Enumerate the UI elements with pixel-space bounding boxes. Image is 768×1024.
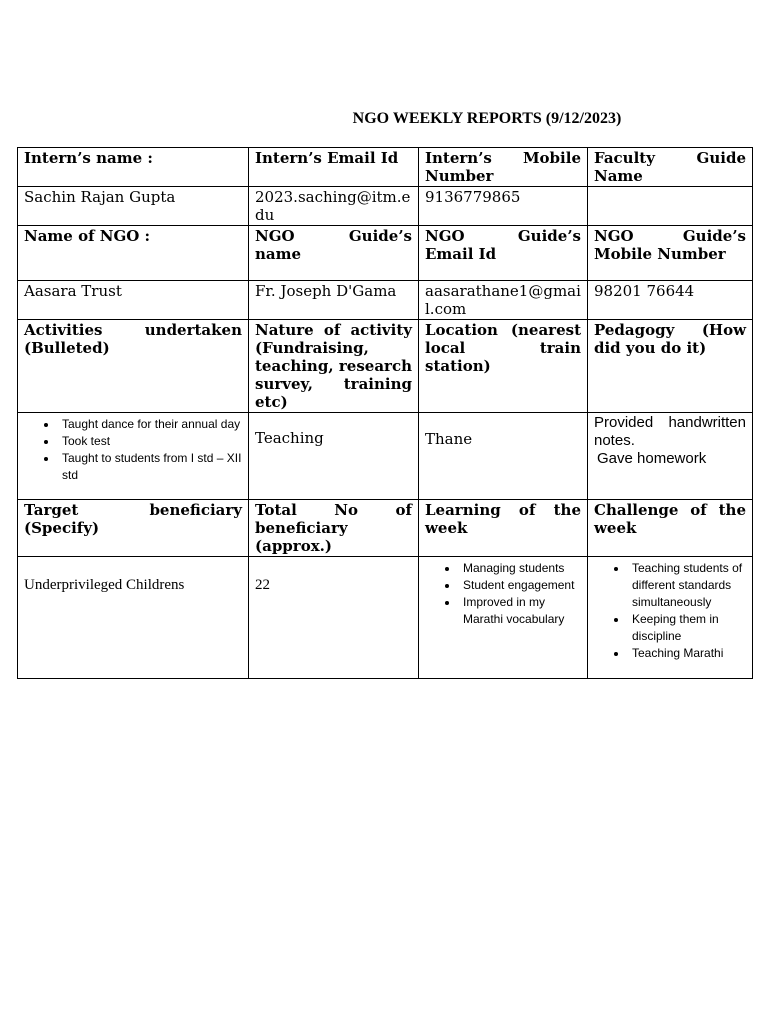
header-ngo-guide-name: NGO Guide’s name (249, 226, 419, 281)
learning-list (419, 560, 581, 628)
intern-email-value: 2023.saching@itm.edu (249, 187, 419, 226)
list-item: • Managing students (459, 560, 581, 577)
table-row (18, 500, 753, 557)
header-learning: Learning of the week (419, 500, 588, 557)
faculty-guide-value (588, 187, 753, 226)
header-intern-name: Intern’s name : (18, 148, 249, 187)
pedagogy-line: Provided handwritten notes. (594, 414, 746, 449)
list-item: • Keeping them in discipline (628, 611, 746, 645)
activities-cell (18, 413, 249, 500)
table-row (18, 226, 753, 281)
ngo-guide-mobile-value: 98201 76644 (588, 281, 753, 320)
list-item: • Taught to students from I std – XII std (58, 450, 242, 484)
table-row (18, 413, 753, 500)
header-total-beneficiary: Total No of beneficiary (approx.) (249, 500, 419, 557)
header-faculty-guide: Faculty Guide Name (588, 148, 753, 187)
header-pedagogy: Pedagogy (How did you do it) (588, 320, 753, 413)
table-row (18, 281, 753, 320)
ngo-name-value: Aasara Trust (18, 281, 249, 320)
intern-name-value: Sachin Rajan Gupta (18, 187, 249, 226)
nature-value: Teaching (249, 413, 419, 500)
pedagogy-cell (588, 413, 753, 500)
pedagogy-line: Gave homework (597, 450, 707, 467)
list-item: • Improved in my Marathi vocabulary (459, 594, 581, 628)
ngo-guide-name-value: Fr. Joseph D'Gama (249, 281, 419, 320)
intern-mobile-value: 9136779865 (419, 187, 588, 226)
header-intern-email: Intern’s Email Id (249, 148, 419, 187)
header-ngo-guide-mobile: NGO Guide’s Mobile Number (588, 226, 753, 281)
header-target-beneficiary: Target beneficiary (Specify) (18, 500, 249, 557)
table-row (18, 557, 753, 679)
header-nature-of-activity: Nature of activity (Fundraising, teaching, research survey, training etc) (249, 320, 419, 413)
list-item: • Teaching Marathi (628, 645, 746, 662)
table-row (18, 148, 753, 187)
target-value: Underprivileged Childrens (18, 557, 249, 679)
header-location: Location (nearest local train station) (419, 320, 588, 413)
location-value: Thane (419, 413, 588, 500)
challenge-cell (588, 557, 753, 679)
header-ngo-guide-email: NGO Guide’s Email Id (419, 226, 588, 281)
report-table (17, 147, 753, 679)
header-ngo-name: Name of NGO : (18, 226, 249, 281)
ngo-guide-email-value: aasarathane1@gmail.com (419, 281, 588, 320)
header-activities: Activities undertaken (Bulleted) (18, 320, 249, 413)
list-item: • Student engagement (459, 577, 581, 594)
learning-cell (419, 557, 588, 679)
header-intern-mobile: Intern’s Mobile Number (419, 148, 588, 187)
report-title: NGO WEEKLY REPORTS (9/12/2023) (352, 110, 622, 127)
list-item: • Teaching students of different standards simultaneously (628, 560, 746, 611)
total-value: 22 (249, 557, 419, 679)
list-item: • Took test (58, 433, 242, 450)
table-row (18, 187, 753, 226)
activities-list (18, 416, 242, 484)
list-item: • Taught dance for their annual day (58, 416, 242, 433)
header-challenge: Challenge of the week (588, 500, 753, 557)
table-row (18, 320, 753, 413)
challenge-list (588, 560, 746, 662)
